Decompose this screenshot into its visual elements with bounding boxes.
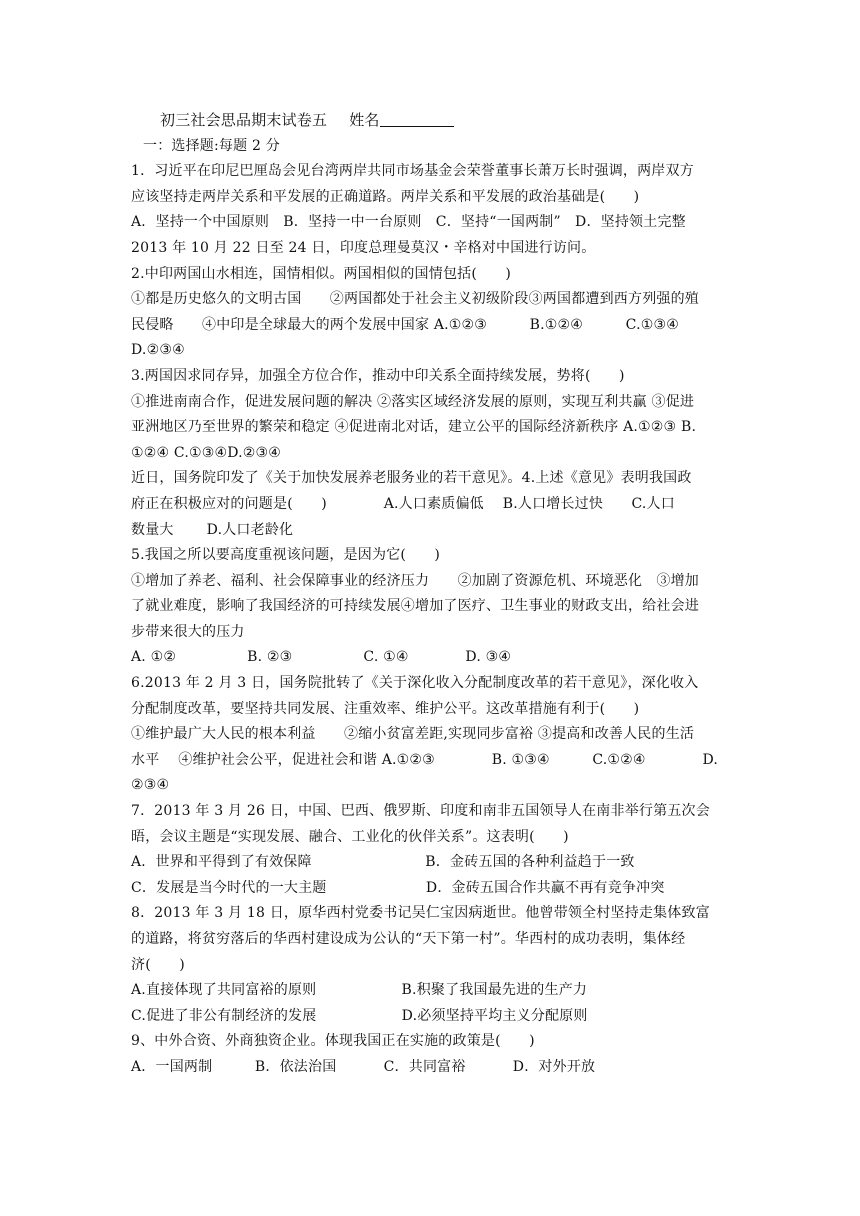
text-line: ②③④ [131, 777, 170, 794]
exam-title: 初三社会思品期末试卷五 [160, 111, 328, 129]
text-line: 应该坚持走两岸关系和平发展的正确道路。两岸关系和平发展的政治基础是( ) [131, 188, 640, 205]
text-line: A．坚持一个中国原则 B．坚持一中一台原则 C．坚持“一国两制” D．坚持领土完整 [131, 214, 686, 231]
text-line: 5.我国之所以要高度重视该问题，是因为它( ) [131, 547, 441, 564]
text-line: 9、中外合资、外商独资企业。体现我国正在实施的政策是( ) [131, 1033, 535, 1050]
text-line: 7．2013 年 3 月 26 日，中国、巴西、俄罗斯、印度和南非五国领导人在南非举行第五次会 [131, 803, 710, 820]
text-line: D.②③④ [131, 342, 185, 359]
text-line: 步带来很大的压力 [131, 623, 245, 640]
text-line: ①都是历史悠久的文明古国 ②两国都处于社会主义初级阶段③两国都遭到西方列强的殖 [131, 291, 699, 308]
title-line [131, 108, 731, 134]
text-line: A.直接体现了共同富裕的原则 B.积聚了我国最先进的生产力 [131, 982, 588, 999]
text-line: 民侵略 ④中印是全球最大的两个发展中国家 A.①②③ B.①②④ C.①③④ [131, 316, 679, 333]
question-lines [131, 159, 731, 1080]
exam-content [131, 108, 731, 1081]
name-blank-field[interactable] [380, 110, 454, 127]
text-line: 济( ) [131, 956, 185, 973]
text-line: A. ①② B. ②③ C. ①④ D. ③④ [131, 649, 512, 666]
text-line: 3.两国因求同存异，加强全方位合作，推动中印关系全面持续发展，势将( ) [131, 367, 625, 384]
name-label: 姓名 [349, 111, 380, 129]
text-line: 2013 年 10 月 22 日至 24 日，印度总理曼莫汉・辛格对中国进行访问。 [131, 239, 596, 256]
text-line: ①维护最广大人民的根本利益 ②缩小贫富差距,实现同步富裕 ③提高和改善人民的生活 [131, 726, 695, 743]
text-line: 了就业难度，影响了我国经济的可持续发展④增加了医疗、卫生事业的财政支出，给社会进 [131, 598, 699, 615]
text-line: 1．习近平在印尼巴厘岛会见台湾两岸共同市场基金会荣誉董事长萧万长时强调，两岸双方 [131, 163, 694, 180]
text-line: 分配制度改革，要坚持共同发展、注重效率、维护公平。这改革措施有利于( ) [131, 700, 640, 717]
text-line: ①②④ C.①③④D.②③④ [131, 444, 282, 461]
text-line: C.促进了非公有制经济的发展 D.必须坚持平均主义分配原则 [131, 1007, 588, 1024]
text-line: A．世界和平得到了有效保障 B．金砖五国的各种利益趋于一致 [131, 854, 635, 871]
text-line: 晤，会议主题是“实现发展、融合、工业化的伙伴关系”。这表明( ) [131, 828, 569, 845]
text-line: 2.中印两国山水相连，国情相似。两国相似的国情包括( ) [131, 265, 512, 282]
text-line: 府正在积极应对的问题是( ) A.人口素质偏低 B.人口增长过快 C.人口 [131, 495, 675, 512]
text-line: 6.2013 年 2 月 3 日，国务院批转了《关于深化收入分配制度改革的若干意见》，深化收入 [131, 675, 699, 692]
text-line: ①增加了养老、福利、社会保障事业的经济压力 ②加剧了资源危机、环境恶化 ③增加 [131, 572, 699, 589]
text-line: 水平 ④维护社会公平，促进社会和谐 A.①②③ B. ①③④ C.①②④ D. [131, 751, 719, 768]
text-line: 近日，国务院印发了《关于加快发展养老服务业的若干意见》。4.上述《意见》表明我国政 [131, 470, 692, 487]
section-heading: 一：选择题:每题 2 分 [143, 137, 280, 154]
text-line: ①推进南南合作，促进发展问题的解决 ②落实区域经济发展的原则，实现互利共赢 ③促进 [131, 393, 695, 410]
text-line: C．发展是当今时代的一大主题 D．金砖五国合作共赢不再有竞争冲突 [131, 879, 665, 896]
text-line: A．一国两制 B．依法治国 C．共同富裕 D．对外开放 [131, 1058, 596, 1075]
text-line: 数量大 D.人口老龄化 [131, 521, 294, 538]
text-line: 亚洲地区乃至世界的繁荣和稳定 ④促进南北对话，建立公平的国际经济新秩序 A.①②③ B. [131, 419, 697, 436]
text-line: 的道路，将贫穷落后的华西村建设成为公认的“天下第一村”。华西村的成功表明，集体经 [131, 931, 686, 947]
text-line: 8．2013 年 3 月 18 日，原华西村党委书记吴仁宝因病逝世。他曾带领全村坚持走集体致富 [131, 905, 710, 922]
